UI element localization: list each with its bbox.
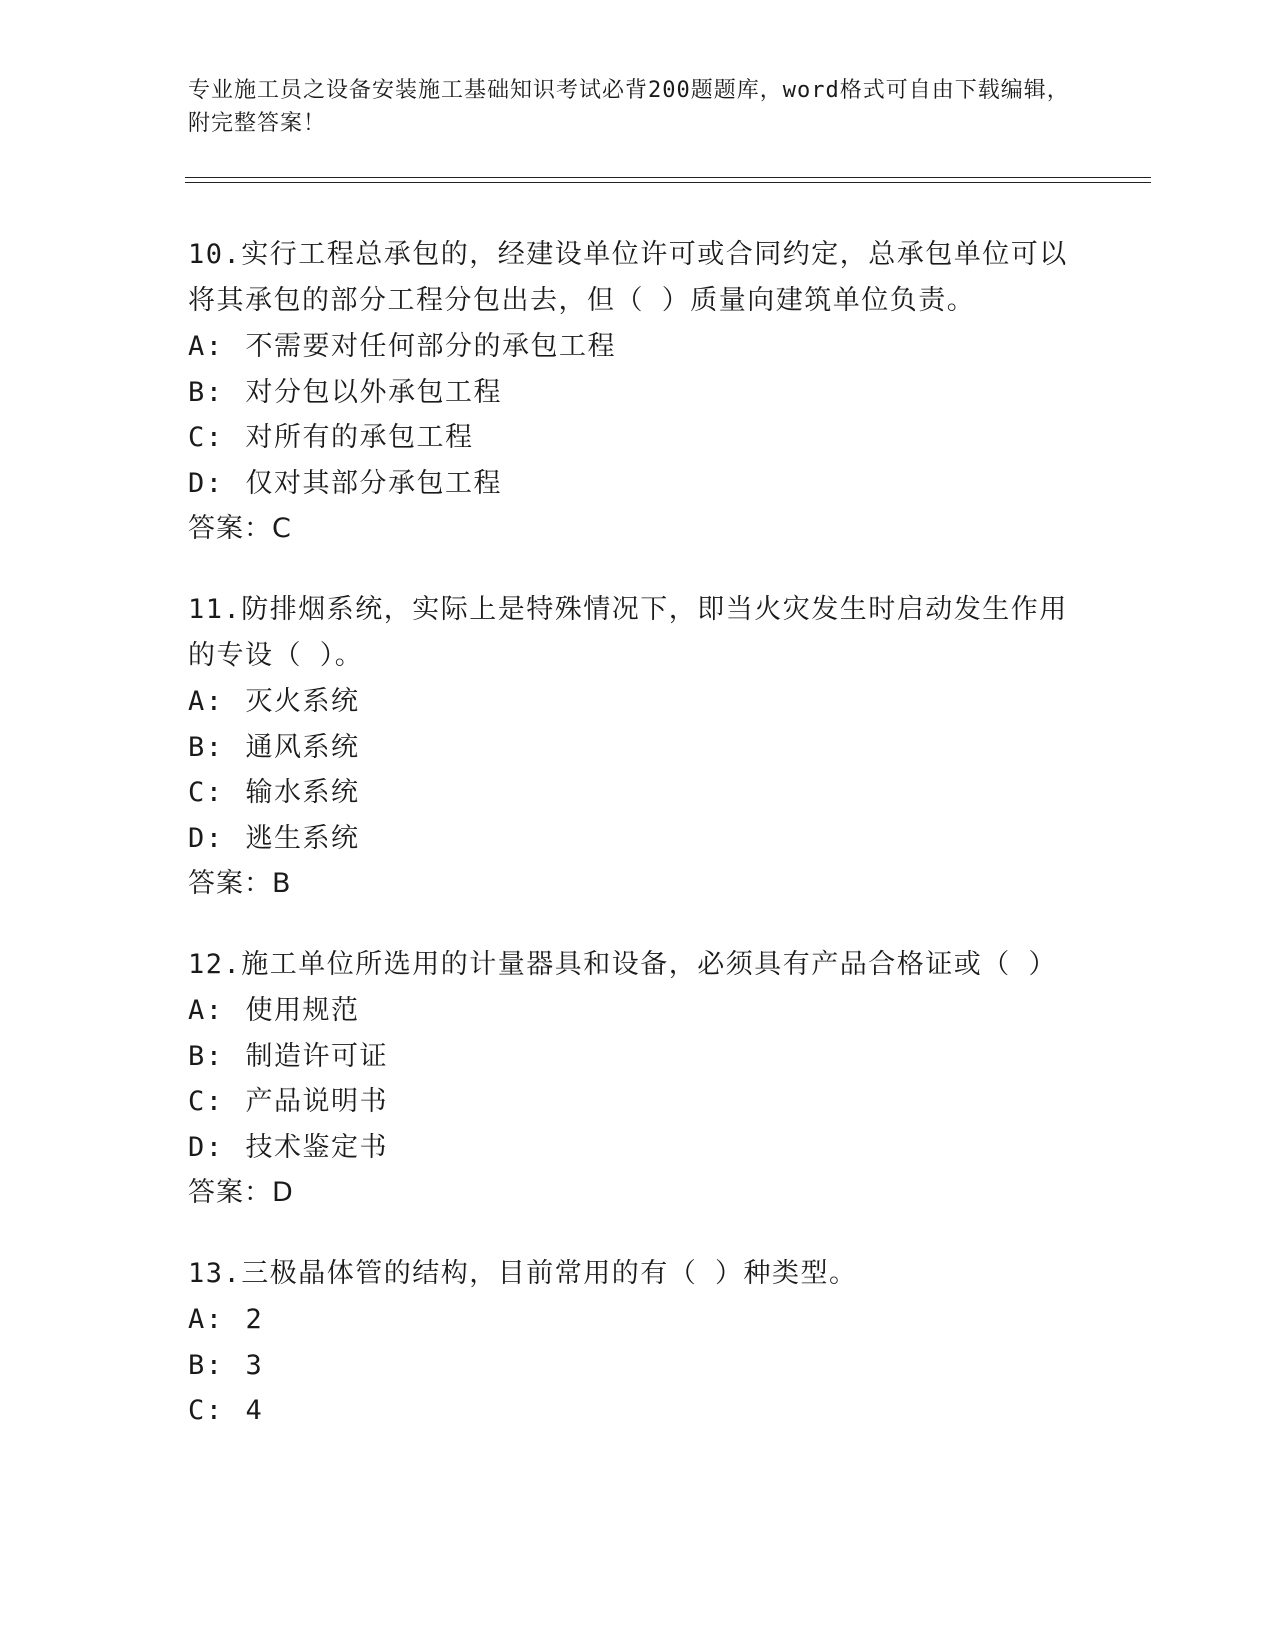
option-d: D: 技术鉴定书 (188, 1131, 389, 1163)
question-stem: 12.施工单位所选用的计量器具和设备，必须具有产品合格证或（ ） (188, 949, 1058, 980)
option-text: 灭火系统 (245, 686, 360, 717)
option-c: C: 4 (188, 1395, 264, 1426)
option-b: B: 制造许可证 (188, 1040, 389, 1072)
header-divider-bottom (185, 182, 1151, 183)
option-text: 制造许可证 (245, 1040, 389, 1072)
answer-line: 答案：C (188, 513, 292, 544)
option-text: 不需要对任何部分的承包工程 (245, 331, 617, 362)
option-a: A: 不需要对任何部分的承包工程 (188, 331, 617, 362)
question-stem: 11.防排烟系统，实际上是特殊情况下，即当火灾发生时启动发生作用的专设（ ）。 (188, 594, 1068, 671)
question-10 (188, 232, 1088, 552)
option-b: B: 对分包以外承包工程 (188, 376, 503, 408)
option-text: 对分包以外承包工程 (245, 376, 503, 408)
answer-line: 答案：D (188, 1177, 294, 1208)
answer-line: 答案：B (188, 868, 292, 899)
option-text: 仅对其部分承包工程 (245, 467, 503, 499)
question-12 (188, 942, 1088, 1216)
option-text: 输水系统 (245, 777, 360, 808)
header-divider-top (185, 177, 1151, 178)
option-d: D: 仅对其部分承包工程 (188, 467, 503, 499)
option-c: C: 产品说明书 (188, 1086, 389, 1117)
option-b: B: 通风系统 (188, 731, 360, 763)
option-d: D: 逃生系统 (188, 822, 360, 854)
document-header: 专业施工员之设备安装施工基础知识考试必背200题题库，word格式可自由下载编辑，附完整答案！ (188, 78, 1070, 136)
option-a: A: 灭火系统 (188, 686, 360, 717)
option-b: B: 3 (188, 1349, 264, 1381)
question-list (188, 232, 1088, 1469)
option-c: C: 对所有的承包工程 (188, 422, 474, 453)
option-text: 2 (245, 1304, 264, 1335)
option-text: 通风系统 (245, 731, 360, 763)
option-c: C: 输水系统 (188, 777, 360, 808)
option-text: 逃生系统 (245, 822, 360, 854)
question-13 (188, 1251, 1088, 1434)
option-text: 3 (245, 1349, 264, 1381)
option-text: 产品说明书 (245, 1086, 389, 1117)
option-a: A: 使用规范 (188, 995, 360, 1026)
option-a: A: 2 (188, 1304, 264, 1335)
question-stem: 13.三极晶体管的结构，目前常用的有（ ）种类型。 (188, 1258, 858, 1289)
question-stem: 10.实行工程总承包的，经建设单位许可或合同约定，总承包单位可以将其承包的部分工程分包出去，但（ ）质量向建筑单位负责。 (188, 239, 1068, 316)
option-text: 使用规范 (245, 995, 360, 1026)
option-text: 技术鉴定书 (245, 1131, 389, 1163)
question-11 (188, 587, 1088, 907)
option-text: 对所有的承包工程 (245, 422, 474, 453)
option-text: 4 (245, 1395, 264, 1426)
